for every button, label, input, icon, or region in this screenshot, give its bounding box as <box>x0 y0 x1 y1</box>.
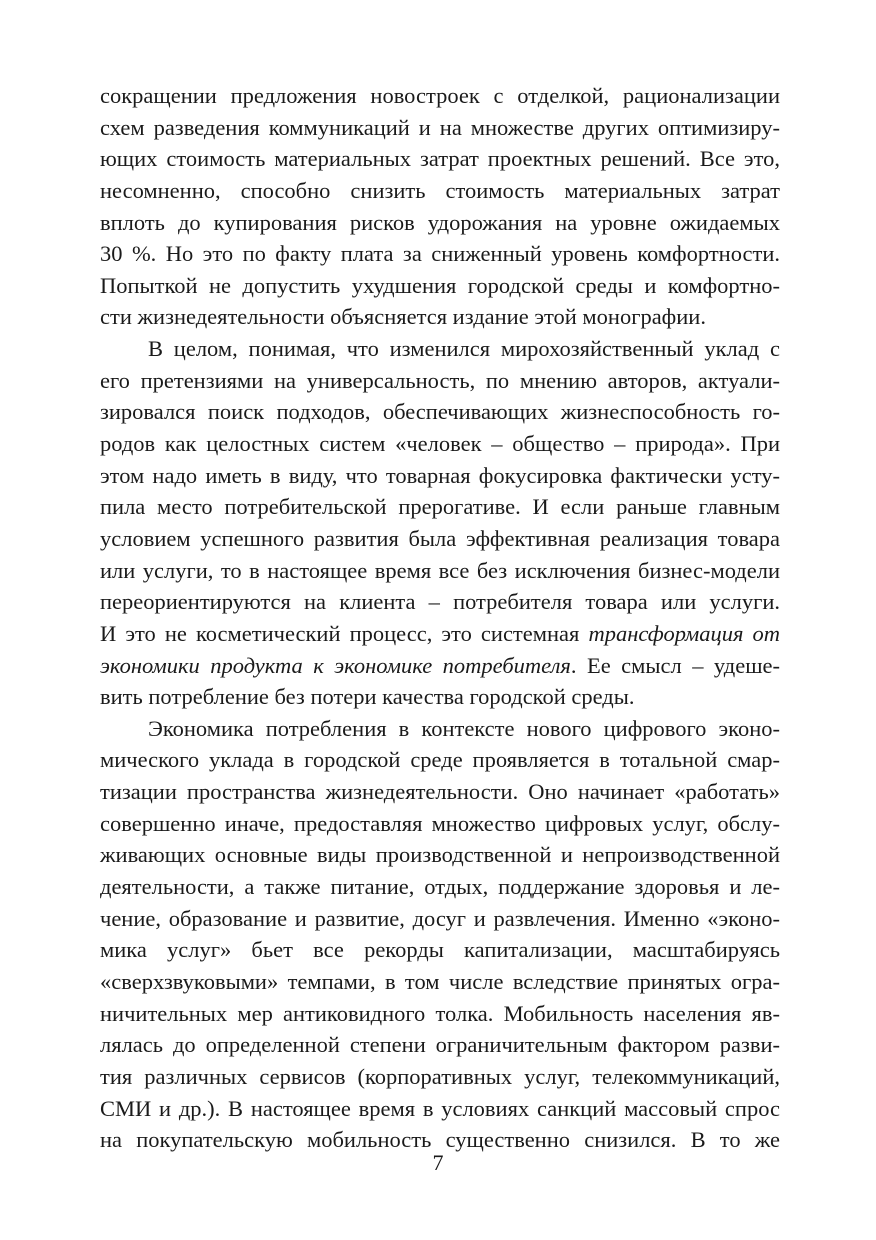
text-line: сти жизнедеятельности объясняется издание этой монографии. <box>100 304 706 330</box>
text-line: мического уклада в городской среде проявляется в тотальной смар- <box>100 747 780 773</box>
text-line: ничительных мер антиковидного толка. Мобильность населения яв- <box>100 1000 780 1026</box>
text-line: на покупательскую мобильность существенно снизился. В то же <box>100 1127 780 1153</box>
text-line: СМИ и др.). В настоящее время в условиях санкций массовый спрос <box>100 1095 780 1121</box>
text-line: деятельности, а также питание, отдых, поддержание здоровья и ле- <box>100 874 780 900</box>
text-line: совершенно иначе, предоставляя множество цифровых услуг, обслу- <box>100 810 780 836</box>
text-line: условием успешного развития была эффективная реализация товара <box>100 525 780 551</box>
text-line: Экономика потребления в контексте нового цифрового эконо- <box>148 715 780 741</box>
text-line: 30 %. Но это по факту плата за сниженный уровень комфортности. <box>100 241 780 267</box>
text-line: родов как целостных систем «человек – общество – природа». При <box>100 431 780 457</box>
body-text <box>100 80 780 1156</box>
text-line: его претензиями на универсальность, по мнению авторов, актуали- <box>100 367 780 393</box>
text-line <box>100 650 780 682</box>
text-line: «сверхзвуковыми» темпами, в том числе вследствие принятых огра- <box>100 968 780 994</box>
text-line: пила место потребительской прерогативе. И если раньше главным <box>100 494 780 520</box>
text-line: или услуги, то в настоящее время все без исключения бизнес-модели <box>100 557 780 583</box>
text-line: зировался поиск подходов, обеспечивающих жизнеспособность го- <box>100 399 780 425</box>
text-line: этом надо иметь в виду, что товарная фокусировка фактически усту- <box>100 462 780 488</box>
text-line <box>100 618 780 650</box>
text-line: вить потребление без потери качества городской среды. <box>100 684 635 710</box>
text-line: В целом, понимая, что изменился мирохозяйственный уклад с <box>148 336 780 362</box>
italic-emphasis: экономики продукта к экономике потребителя <box>100 652 571 678</box>
text-line: ющих стоимость материальных затрат проектных решений. Все это, <box>100 146 780 172</box>
text-line: переориентируются на клиента – потребителя товара или услуги. <box>100 589 780 615</box>
paragraph-2 <box>100 333 780 713</box>
text-line: чение, образование и развитие, досуг и развлечения. Именно «эконо- <box>100 905 780 931</box>
italic-emphasis: трансформация от <box>588 620 780 646</box>
text-run: . Ее смысл – удеше- <box>570 652 780 678</box>
text-line: вплоть до купирования рисков удорожания на уровне ожидаемых <box>100 209 780 235</box>
text-line: схем разведения коммуникаций и на множестве других оптимизиру- <box>100 114 780 140</box>
text-line: лялась до определенной степени ограничительным фактором разви- <box>100 1032 780 1058</box>
paragraph-1 <box>100 80 780 333</box>
text-line: Попыткой не допустить ухудшения городской среды и комфортно- <box>100 272 780 298</box>
text-run: И это не косметический процесс, это системная <box>100 620 589 646</box>
text-line: тизации пространства жизнедеятельности. Оно начинает «работать» <box>100 779 780 805</box>
text-line: живающих основные виды производственной и непроизводственной <box>100 842 780 868</box>
text-line: тия различных сервисов (корпоративных услуг, телекоммуникаций, <box>100 1063 780 1089</box>
text-line: сокращении предложения новостроек с отделкой, рационализации <box>100 83 780 108</box>
page-number: 7 <box>432 1150 444 1175</box>
paragraph-3 <box>100 713 780 1156</box>
text-line: несомненно, способно снизить стоимость материальных затрат <box>100 177 780 203</box>
text-line: мика услуг» бьет все рекорды капитализации, масштабируясь <box>100 937 780 963</box>
